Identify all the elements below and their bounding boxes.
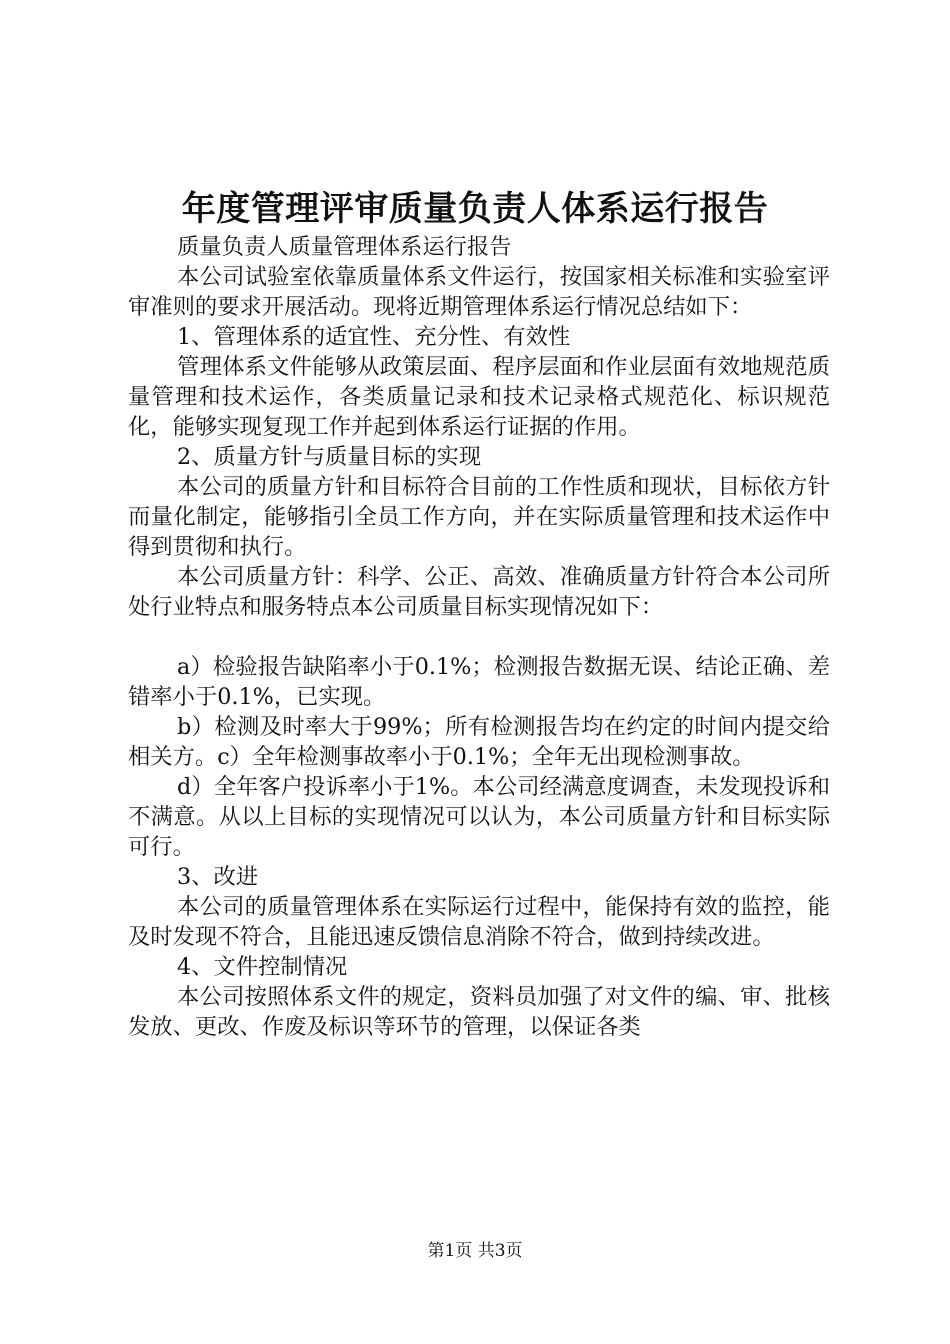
document-body xyxy=(128,232,830,1042)
section-heading-4: 4、文件控制情况 xyxy=(177,954,348,980)
section-3-paragraph: 本公司的质量管理体系在实际运行过程中，能保持有效的监控，能及时发现不符合，且能迅速反馈信息消除不符合，做到持续改进。 xyxy=(128,894,830,950)
section-heading-3: 3、改进 xyxy=(177,864,259,890)
subtitle-paragraph: 质量负责人质量管理体系运行报告 xyxy=(177,234,512,260)
target-b-c-paragraph: b）检测及时率大于99%；所有检测报告均在约定的时间内提交给相关方。c）全年检测事故率小于0.1%；全年无出现检测事故。 xyxy=(128,714,830,770)
section-heading-1: 1、管理体系的适宜性、充分性、有效性 xyxy=(177,324,571,350)
section-4-paragraph: 本公司按照体系文件的规定，资料员加强了对文件的编、审、批核发放、更改、作废及标识等环节的管理，以保证各类 xyxy=(128,984,830,1040)
target-a-paragraph: a）检验报告缺陷率小于0.1%；检测报告数据无误、结论正确、差错率小于0.1%，已实现。 xyxy=(128,654,830,710)
page-number-footer: 第1页 共3页 xyxy=(427,1241,523,1261)
quality-policy-paragraph: 本公司质量方针：科学、公正、高效、准确质量方针符合本公司所处行业特点和服务特点本公司质量目标实现情况如下： xyxy=(128,564,830,620)
section-2-paragraph: 本公司的质量方针和目标符合目前的工作性质和现状，目标依方针而量化制定，能够指引全员工作方向，并在实际质量管理和技术运作中得到贯彻和执行。 xyxy=(128,474,830,560)
document-title: 年度管理评审质量负责人体系运行报告 xyxy=(181,189,769,229)
section-heading-2: 2、质量方针与质量目标的实现 xyxy=(177,444,482,470)
section-1-paragraph: 管理体系文件能够从政策层面、程序层面和作业层面有效地规范质量管理和技术运作，各类质量记录和技术记录格式规范化、标识规范化，能够实现复现工作并起到体系运行证据的作用。 xyxy=(128,354,830,440)
blank-line xyxy=(128,622,830,652)
target-d-paragraph: d）全年客户投诉率小于1%。本公司经满意度调查，未发现投诉和不满意。从以上目标的实现情况可以认为，本公司质量方针和目标实际可行。 xyxy=(128,774,830,860)
intro-paragraph: 本公司试验室依靠质量体系文件运行，按国家相关标准和实验室评审准则的要求开展活动。现将近期管理体系运行情况总结如下： xyxy=(128,264,830,320)
